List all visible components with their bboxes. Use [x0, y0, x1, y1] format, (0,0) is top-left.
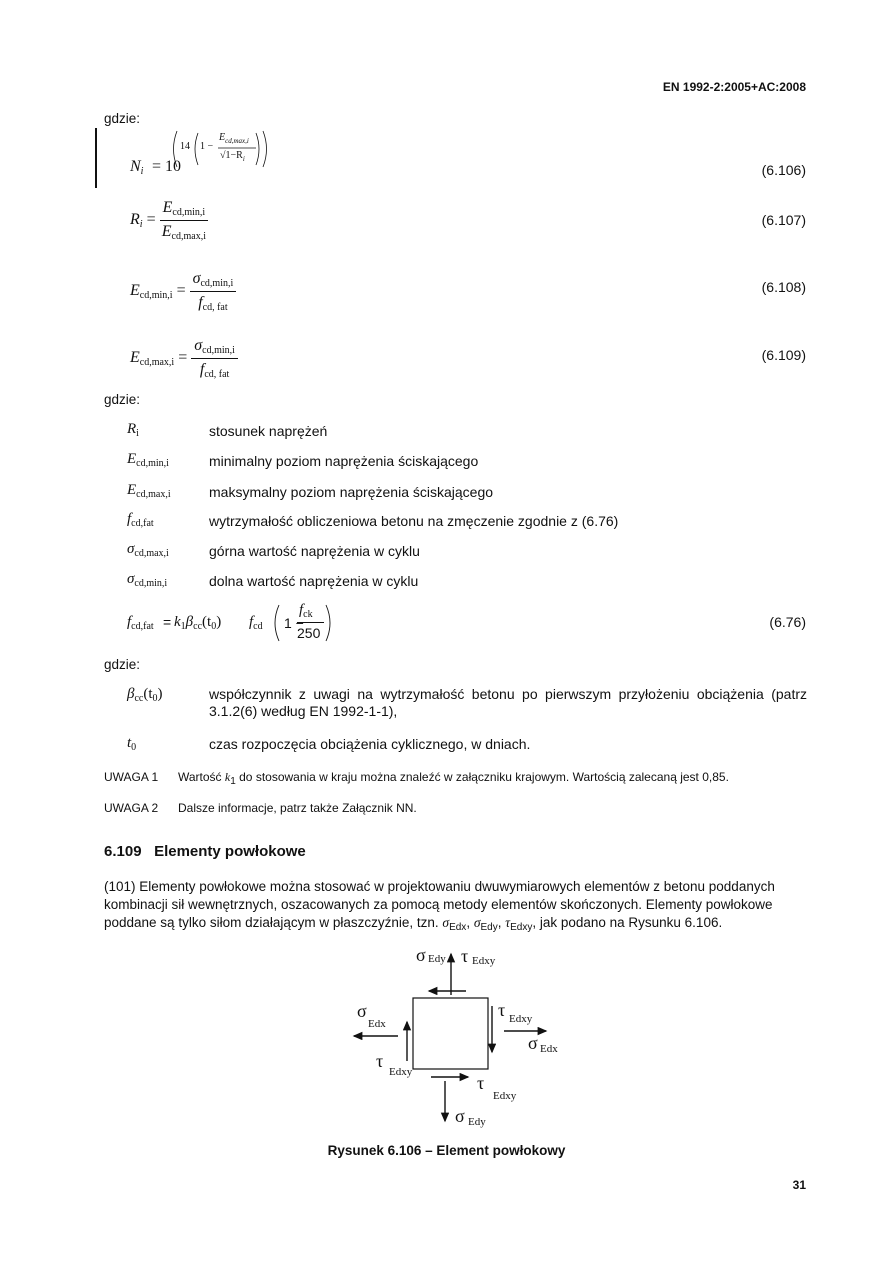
figure-caption: Rysunek 6.106 – Element powłokowy	[327, 1143, 566, 1158]
def-sym: σ	[127, 571, 135, 587]
definition-symbol	[127, 421, 139, 439]
eq106-exp-den-sub: i	[242, 155, 245, 163]
equation-6-108	[130, 270, 236, 313]
eq76-beta: β	[185, 614, 194, 630]
eq109-lhs: E	[130, 349, 140, 367]
note-label: UWAGA 1	[104, 770, 159, 784]
eq107-den: E	[161, 223, 172, 240]
label-tau: τ	[498, 1000, 506, 1020]
definition-text: stosunek naprężeń	[209, 423, 328, 439]
definition-symbol	[127, 735, 136, 753]
eq107-den-sub: cd,max,i	[171, 231, 206, 242]
definition-symbol	[127, 482, 171, 500]
equation-number-6-108: (6.108)	[761, 279, 806, 295]
note-text-a: Wartość	[178, 770, 225, 784]
def-sub: cd,max,i	[136, 489, 171, 500]
para-sep: ,	[466, 915, 474, 930]
note-text-b: do stosowania w kraju można znaleźć w załączniku krajowym. Wartością zalecaną jest 0,85.	[235, 770, 729, 784]
label-sub-edy: Edy	[428, 953, 446, 965]
eq76-fraction-line	[297, 622, 324, 623]
element-square	[413, 998, 488, 1069]
label-tau: τ	[477, 1073, 485, 1093]
label-sub-edy: Edy	[468, 1116, 486, 1128]
definition-symbol	[127, 511, 154, 529]
para-sub: Edy	[480, 922, 498, 933]
def-sym: f	[127, 511, 132, 527]
label-sub-edxy: Edxy	[509, 1013, 533, 1025]
def-sub: cd,fat	[131, 518, 154, 529]
eq76-paren-right	[323, 603, 335, 643]
eq109-lhs-sub: cd,max,i	[139, 357, 175, 369]
eq76-t-sub: 0	[211, 621, 217, 632]
para-sub: Edx	[449, 922, 467, 933]
def-sym-tail: (t	[143, 686, 153, 702]
eq108-eq: =	[176, 282, 186, 300]
equation-number-6-76: (6.76)	[769, 614, 806, 630]
label-sigma: σ	[357, 1001, 367, 1021]
where-label: gdzie:	[104, 392, 141, 407]
eq106-lhs: N	[130, 158, 141, 175]
eq107-num-sub: cd,min,i	[172, 207, 206, 218]
paragraph-101	[104, 878, 806, 937]
eq76-t: (t	[202, 614, 212, 630]
eq109-eq: =	[178, 349, 188, 367]
eq76-den: 250	[297, 625, 321, 641]
para-sub: Edxy	[510, 922, 533, 933]
eq108-lhs-sub: cd,min,i	[139, 290, 173, 302]
def-sym: E	[127, 451, 137, 467]
eq109-den-sub: cd, fat	[204, 369, 230, 380]
def-sym: R	[127, 421, 137, 437]
eq106-lhs-sub: i	[140, 166, 144, 177]
note-text: Dalsze informacje, patrz także Załącznik NN.	[178, 801, 417, 815]
eq109-den: f	[199, 361, 205, 378]
definition-symbol	[127, 686, 163, 704]
label-sigma: σ	[416, 945, 426, 965]
equation-6-106	[130, 129, 290, 189]
equation-number-6-106: (6.106)	[761, 162, 806, 178]
eq76-f-sub: cd,fat	[131, 621, 154, 632]
para-sep: ,	[497, 915, 506, 930]
eq76-k: k	[174, 614, 181, 630]
label-sigma: σ	[528, 1033, 538, 1053]
change-bar	[95, 128, 97, 188]
section-title: Elementy powłokowe	[154, 843, 306, 860]
definition-symbol	[127, 571, 167, 589]
note-sub: 1	[230, 776, 236, 787]
eq108-num: σ	[192, 270, 201, 287]
definition-text: wytrzymałość obliczeniowa betonu na zmęczenie zgodnie z (6.76)	[209, 513, 619, 529]
eq109-num: σ	[194, 337, 203, 354]
eq76-eq: =	[163, 614, 172, 630]
equation-6-76	[127, 603, 327, 643]
def-sub: cd,min,i	[134, 578, 168, 589]
eq76-k-sub: 1	[180, 621, 186, 632]
eq76-num-sub: ck	[303, 609, 313, 620]
equation-6-107	[130, 199, 208, 242]
eq106-exp-num-sub: cd,max,i	[225, 137, 249, 145]
label-sub-edxy: Edxy	[493, 1090, 517, 1102]
definition-text: górna wartość naprężenia w cyklu	[209, 543, 420, 559]
definition-symbol	[127, 451, 169, 469]
where-label: gdzie:	[104, 111, 141, 126]
def-sym-tail-sub: 0	[152, 693, 158, 704]
eq106-exp-1: 1 −	[200, 141, 214, 152]
eq106-exp-den: √1−R	[220, 150, 243, 161]
eq108-den: f	[198, 294, 203, 311]
equation-number-6-109: (6.109)	[761, 347, 806, 363]
note-text	[178, 770, 729, 787]
def-sym: t	[127, 735, 132, 751]
shell-element-figure	[350, 945, 590, 1130]
section-heading	[104, 843, 306, 860]
page-number: 31	[792, 1178, 806, 1192]
label-sub-edxy: Edxy	[389, 1066, 413, 1078]
def-sym: E	[127, 482, 137, 498]
eq107-lhs: R	[130, 211, 140, 229]
where-label: gdzie:	[104, 657, 141, 672]
label-sub-edx: Edx	[540, 1043, 558, 1055]
def-sub: cd,min,i	[136, 458, 169, 469]
note-label: UWAGA 2	[104, 801, 159, 815]
eq76-f: f	[127, 614, 132, 630]
equation-number-6-107: (6.107)	[761, 212, 806, 228]
eq106-base: = 10	[152, 158, 182, 175]
eq76-t-close: )	[216, 614, 222, 630]
section-number: 6.109	[104, 843, 142, 860]
def-sub: cd,max,i	[134, 548, 169, 559]
eq106-exp-num: E	[219, 132, 226, 143]
definition-text: dolna wartość naprężenia w cyklu	[209, 573, 419, 589]
def-sym-close: )	[157, 686, 163, 702]
eq107-eq: =	[146, 211, 156, 229]
eq108-lhs: E	[130, 282, 140, 300]
def-sub: cc	[134, 693, 144, 704]
label-sub-edxy: Edxy	[472, 955, 496, 967]
document-id: EN 1992-2:2005+AC:2008	[662, 80, 806, 94]
eq76-fcd-sub: cd	[253, 621, 263, 632]
definition-text: minimalny poziom naprężenia ściskającego	[209, 453, 479, 469]
note-sym: k	[224, 770, 231, 784]
eq107-num: E	[162, 199, 173, 216]
def-sub: 0	[131, 742, 137, 753]
eq109-num-sub: cd,min,i	[202, 345, 235, 356]
label-sub-edx: Edx	[368, 1018, 386, 1030]
label-tau: τ	[376, 1051, 384, 1071]
eq106-exp-14: 14	[180, 141, 190, 152]
definition-text: współczynnik z uwagi na wytrzymałość betonu po pierwszym przyłożeniu obciążenia (patrz 3.1.2(6) według EN 1992-1-1),	[209, 686, 807, 719]
definition-text: maksymalny poziom naprężenia ściskającego	[209, 484, 494, 500]
def-sym: β	[127, 686, 135, 702]
eq108-num-sub: cd,min,i	[200, 278, 234, 289]
label-sigma: σ	[455, 1106, 465, 1126]
para-tau: τ	[505, 915, 511, 930]
paragraph-text-a: (101) Elementy powłokowe można stosować w projektowaniu dwuwymiarowych elementów z betonu poddanych kombinacji sił wewnętrznych, oszacowanych za pomocą metody elementów skończonych. Elementy powłokowe poddane są tylko siłom działającym w płaszczyźnie, tzn.	[104, 879, 775, 930]
eq76-fcd: f	[249, 614, 254, 630]
para-sigma: σ	[442, 915, 450, 930]
definition-symbol	[127, 541, 169, 559]
eq108-den-sub: cd, fat	[202, 302, 228, 313]
eq76-num: f	[299, 602, 304, 618]
eq107-lhs-sub: i	[139, 219, 143, 231]
def-sym: σ	[127, 541, 135, 557]
eq76-beta-sub: cc	[193, 621, 203, 632]
equation-6-109	[130, 337, 238, 380]
definition-text: czas rozpoczęcia obciążenia cyklicznego, w dniach.	[209, 736, 531, 752]
eq76-one-minus: 1 −	[284, 615, 304, 631]
figure-drawing	[350, 945, 590, 1130]
paragraph-text-b: , jak podano na Rysunku 6.106.	[532, 915, 723, 930]
def-sub: i	[136, 428, 139, 439]
para-sigma: σ	[473, 915, 481, 930]
label-tau: τ	[461, 946, 469, 966]
